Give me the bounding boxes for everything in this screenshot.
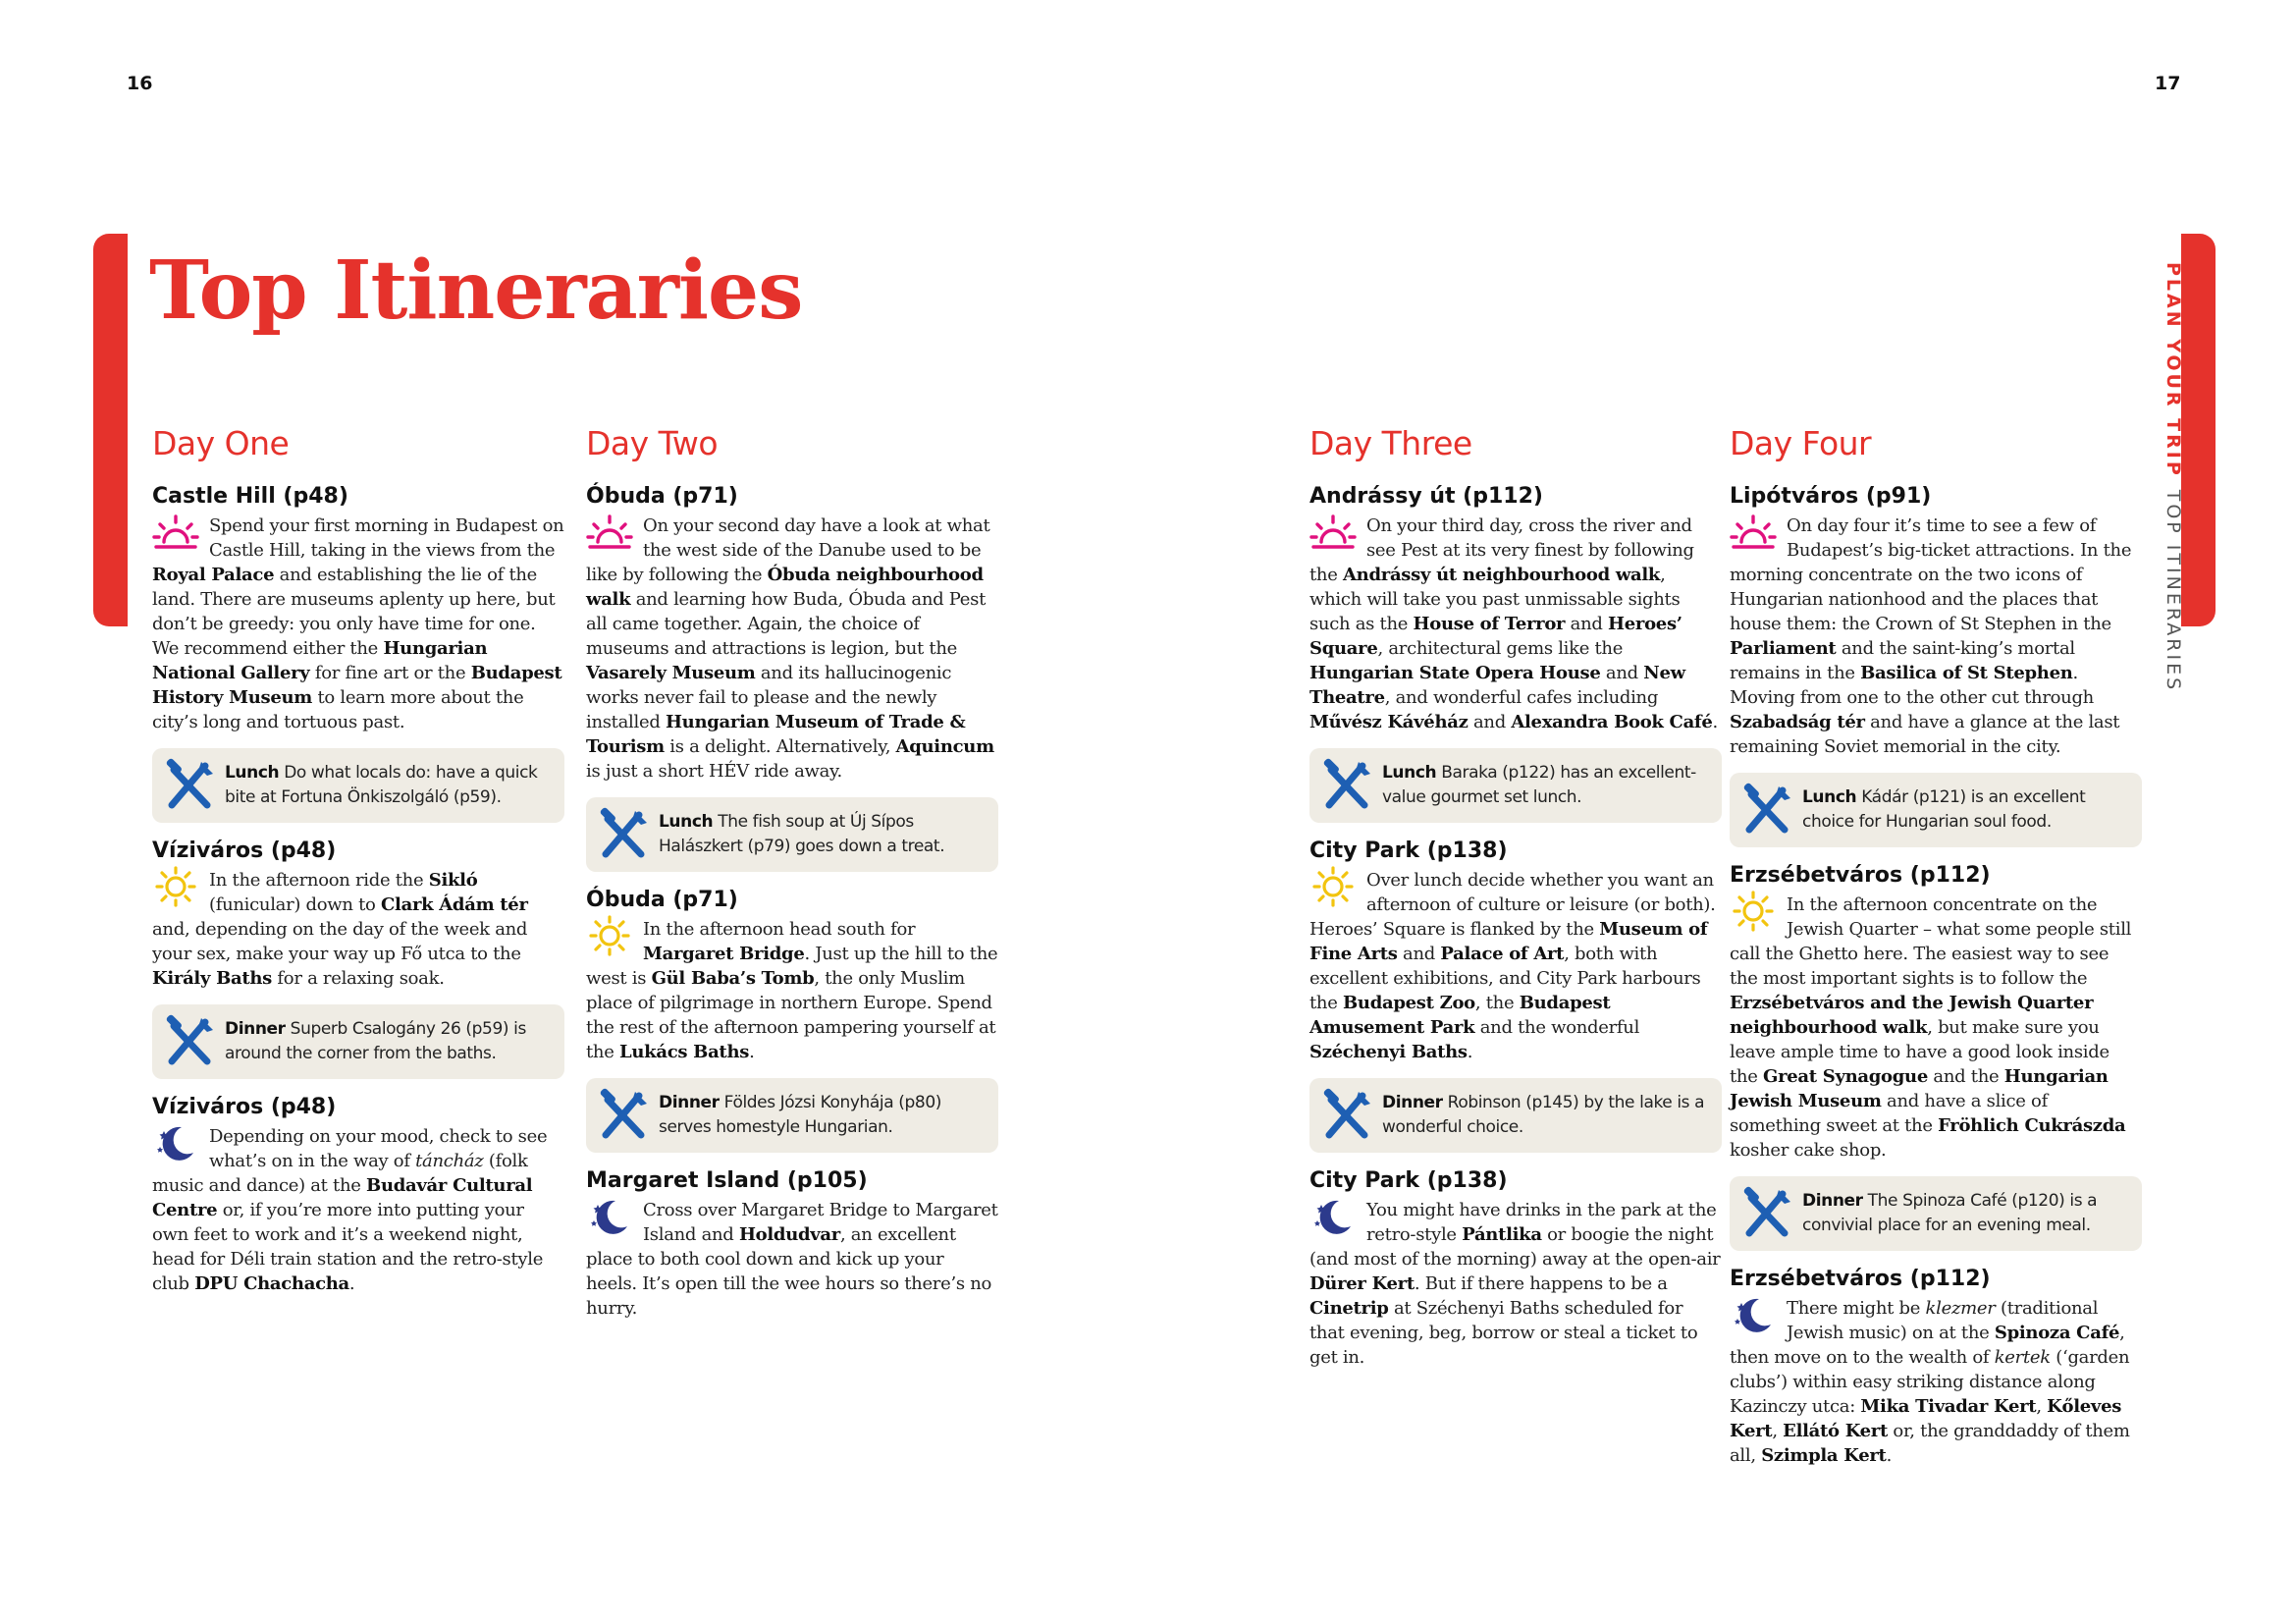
itinerary-paragraph	[1309, 1198, 1722, 1370]
text-run: and	[1468, 712, 1512, 732]
itinerary-paragraph	[586, 917, 998, 1064]
itinerary-paragraph	[1730, 893, 2142, 1163]
cutlery-icon	[596, 807, 653, 862]
day-two-column	[586, 424, 998, 1334]
text-run: On day four it’s time to see a few of Budapest’s big-ticket attractions. In the morning concentrate on the two icons of Hungarian nationhood and the places that house them: the Crown of St Stephen in the	[1730, 515, 2132, 634]
moon-icon	[152, 1122, 205, 1163]
meal-label: Dinner	[1382, 1093, 1443, 1112]
meal-description: Földes Józsi Konyhája (p80) serves homestyle Hungarian.	[659, 1093, 941, 1137]
text-run: .	[1467, 1042, 1473, 1062]
text-run: . But if there happens to be a	[1414, 1273, 1668, 1294]
text-run: klezmer	[1925, 1298, 1996, 1319]
chapter-label: TOP ITINERARIES	[2163, 489, 2184, 693]
meal-label: Lunch	[659, 812, 714, 832]
title-accent-bar	[93, 234, 128, 626]
cutlery-icon	[1739, 783, 1796, 838]
highlight-name: Hungarian Museum of Trade & Tourism	[586, 712, 966, 757]
meal-label: Dinner	[659, 1093, 720, 1112]
meal-description: The Spinoza Café (p120) is a convivial place for an evening meal.	[1802, 1191, 2098, 1235]
text-run: to learn more about the city’s long and tortuous past.	[152, 687, 524, 732]
highlight-name: Ellátó Kert	[1783, 1421, 1889, 1441]
sunrise-icon	[1730, 512, 1783, 553]
sunrise-icon	[586, 512, 639, 553]
highlight-name: Pántlika	[1462, 1224, 1542, 1245]
highlight-name: Spinoza Café	[1994, 1323, 2120, 1343]
highlight-name: Hungarian National Gallery	[152, 638, 488, 683]
highlight-name: Great Synagogue	[1763, 1066, 1928, 1087]
text-run: , architectural gems like the	[1377, 638, 1624, 659]
text-run: You might have drinks in the park at the retro-style	[1366, 1200, 1717, 1245]
text-run: In the afternoon concentrate on the Jewish Quarter – what some people still call the Ghetto here. The easiest way to see the most important sights is to follow the	[1730, 894, 2132, 989]
highlight-name: Dürer Kert	[1309, 1273, 1415, 1294]
meal-text	[653, 1091, 987, 1140]
highlight-name: DPU Chachacha	[194, 1273, 349, 1294]
highlight-name: Lukács Baths	[619, 1042, 750, 1062]
highlight-name: Palace of Art	[1440, 944, 1565, 964]
lunch-box	[1730, 773, 2142, 847]
chapter-tab-bar	[2181, 234, 2216, 626]
text-run: ,	[1772, 1421, 1784, 1441]
text-run: , an excellent place to both cool down and kick up your heels. It’s open till the wee hours so there’s no hurry.	[586, 1224, 992, 1319]
text-run: . Moving from one to the other cut through	[1730, 663, 2094, 708]
highlight-name: Szimpla Kert	[1761, 1445, 1887, 1466]
day-heading: Day One	[152, 424, 290, 462]
text-run: and the wonderful	[1474, 1017, 1640, 1038]
section-heading: Andrássy út (p112)	[1309, 484, 1543, 509]
cutlery-icon	[162, 1014, 219, 1069]
section-heading: Óbuda (p71)	[586, 888, 738, 912]
cutlery-icon	[596, 1088, 653, 1143]
itinerary-paragraph	[152, 868, 564, 991]
text-run: and its hallucinogenic works never fail to please and the newly installed	[586, 663, 952, 732]
meal-label: Lunch	[225, 763, 280, 783]
highlight-name: Holdudvar	[738, 1224, 840, 1245]
section-heading: Víziváros (p48)	[152, 839, 337, 863]
text-run: , and wonderful cafes including	[1384, 687, 1659, 708]
highlight-name: New Theatre	[1309, 663, 1685, 708]
text-run: and	[1600, 663, 1644, 683]
page-number-right: 17	[2155, 73, 2181, 94]
highlight-name: Gül Baba’s Tomb	[651, 968, 815, 989]
text-run: kosher cake shop.	[1730, 1140, 1887, 1161]
meal-text	[219, 761, 553, 810]
text-run: kertek	[1994, 1347, 2051, 1368]
highlight-name: Clark Ádám tér	[381, 894, 528, 915]
highlight-name: Budapest Zoo	[1343, 993, 1475, 1013]
text-run: (traditional Jewish music) on at the	[1787, 1298, 2099, 1343]
text-run: at Széchenyi Baths scheduled for that evening, beg, borrow or steal a ticket to get in.	[1309, 1298, 1698, 1368]
highlight-name: Andrássy út neighbourhood walk	[1343, 565, 1661, 585]
text-run: Spend your first morning in Budapest on Castle Hill, taking in the views from the	[209, 515, 564, 561]
itinerary-paragraph	[1730, 1296, 2142, 1468]
text-run: and, depending on the day of the week and your sex, make your way up Fő utca to the	[152, 919, 528, 964]
text-run: Depending on your mood, check to see what’s on in the way of	[209, 1126, 548, 1171]
text-run: , then move on to the wealth of	[1730, 1323, 2125, 1368]
text-run: .	[1886, 1445, 1892, 1466]
highlight-name: Fröhlich Cukrászda	[1938, 1115, 2126, 1136]
text-run: , but make sure you leave ample time to have a good look inside the	[1730, 1017, 2109, 1087]
meal-text	[1796, 1189, 2130, 1238]
highlight-name: Vasarely Museum	[586, 663, 756, 683]
lunch-box	[152, 748, 564, 823]
itinerary-paragraph	[1730, 514, 2142, 759]
day-heading: Day Three	[1309, 424, 1472, 462]
highlight-name: Mika Tivadar Kert	[1860, 1396, 2037, 1417]
text-run: . Just up the hill to the west is	[586, 944, 998, 989]
highlight-name: Parliament	[1730, 638, 1837, 659]
text-run: or, the granddaddy of them all,	[1730, 1421, 2130, 1466]
highlight-name: Hungarian State Opera House	[1309, 663, 1601, 683]
dinner-box	[152, 1004, 564, 1079]
dinner-box	[586, 1078, 998, 1153]
meal-label: Dinner	[225, 1019, 286, 1039]
highlight-name: Heroes’ Square	[1309, 614, 1682, 659]
text-run: In the afternoon head south for	[643, 919, 916, 940]
text-run: and the saint-king’s mortal remains in the	[1730, 638, 2075, 683]
meal-description: Kádár (p121) is an excellent choice for Hungarian soul food.	[1802, 787, 2086, 832]
highlight-name: Erzsébetváros and the Jewish Quarter neighbourhood walk	[1730, 993, 2094, 1038]
page-title: Top Itineraries	[149, 243, 803, 338]
meal-description: The fish soup at Új Sípos Halászkert (p79) goes down a treat.	[659, 812, 945, 856]
text-run: and learning how Buda, Óbuda and Pest all came together. Again, the choice of museums and attractions is legion, but the	[586, 589, 987, 659]
meal-text	[1376, 1091, 1710, 1140]
meal-label: Dinner	[1802, 1191, 1863, 1211]
meal-label: Lunch	[1382, 763, 1437, 783]
meal-text	[219, 1017, 553, 1066]
text-run: for fine art or the	[309, 663, 471, 683]
text-run: is just a short HÉV ride away.	[586, 761, 842, 782]
itinerary-paragraph	[152, 1124, 564, 1296]
highlight-name: House of Terror	[1413, 614, 1566, 634]
text-run: and the	[1928, 1066, 2004, 1087]
text-run: .	[348, 1273, 355, 1294]
text-run: , both with excellent exhibitions, and City Park harbours the	[1309, 944, 1701, 1013]
text-run: (folk music and dance) at the	[152, 1151, 528, 1196]
highlight-name: Margaret Bridge	[643, 944, 805, 964]
text-run: .	[1712, 712, 1718, 732]
meal-label: Lunch	[1802, 787, 1857, 807]
moon-icon	[1309, 1196, 1362, 1237]
text-run: .	[749, 1042, 755, 1062]
text-run: Cross over Margaret Bridge to Margaret Island and	[643, 1200, 998, 1245]
meal-text	[1796, 785, 2130, 835]
section-heading: Erzsébetváros (p112)	[1730, 1267, 1991, 1291]
lunch-box	[586, 797, 998, 872]
text-run: (funicular) down to	[209, 894, 382, 915]
meal-description: Superb Csalogány 26 (p59) is around the corner from the baths.	[225, 1019, 526, 1063]
moon-icon	[586, 1196, 639, 1237]
section-heading: Lipótváros (p91)	[1730, 484, 1932, 509]
highlight-name: Basilica of St Stephen	[1860, 663, 2073, 683]
text-run: and have a slice of something sweet at the	[1730, 1091, 2048, 1136]
dinner-box	[1730, 1176, 2142, 1251]
highlight-name: Royal Palace	[152, 565, 275, 585]
section-heading: Erzsébetváros (p112)	[1730, 863, 1991, 888]
text-run: or boogie the night (and most of the morning) away at the open-air	[1309, 1224, 1721, 1270]
highlight-name: Budapest Amusement Park	[1309, 993, 1611, 1038]
highlight-name: Museum of Fine Arts	[1309, 919, 1708, 964]
cutlery-icon	[1319, 758, 1376, 813]
itinerary-paragraph	[586, 514, 998, 784]
highlight-name: Alexandra Book Café	[1511, 712, 1713, 732]
day-heading: Day Four	[1730, 424, 1872, 462]
dinner-box	[1309, 1078, 1722, 1153]
highlight-name: Szabadság tér	[1730, 712, 1865, 732]
text-run: There might be	[1787, 1298, 1926, 1319]
highlight-name: Budavár Cultural Centre	[152, 1175, 533, 1220]
cutlery-icon	[1739, 1186, 1796, 1241]
itinerary-paragraph	[1309, 868, 1722, 1064]
cutlery-icon	[1319, 1088, 1376, 1143]
meal-description: Baraka (p122) has an excellent-value gourmet set lunch.	[1382, 763, 1696, 807]
section-heading: Castle Hill (p48)	[152, 484, 348, 509]
highlight-name: Király Baths	[152, 968, 273, 989]
highlight-name: Kőleves Kert	[1730, 1396, 2122, 1441]
text-run: , which will take you past unmissable sights such as the	[1309, 565, 1681, 634]
text-run: On your third day, cross the river and see Pest at its very finest by following the	[1309, 515, 1694, 585]
sunrise-icon	[152, 512, 205, 553]
text-run: and have a glance at the last remaining Soviet memorial in the city.	[1730, 712, 2120, 757]
highlight-name: Óbuda neighbourhood walk	[586, 565, 984, 610]
sun-icon	[1309, 866, 1362, 907]
day-one-column	[152, 424, 564, 1310]
day-heading: Day Two	[586, 424, 719, 462]
text-run: ,	[2036, 1396, 2048, 1417]
text-run: is a delight. Alternatively,	[664, 736, 896, 757]
section-heading: Óbuda (p71)	[586, 484, 738, 509]
text-run: and establishing the lie of the land. There are museums aplenty up here, but don’t be greedy: you only have time for one. We recommend either the	[152, 565, 556, 659]
text-run: and	[1397, 944, 1441, 964]
text-run: In the afternoon ride the	[209, 870, 429, 891]
highlight-name: Cinetrip	[1309, 1298, 1389, 1319]
text-run: for a relaxing soak.	[272, 968, 445, 989]
highlight-name: Budapest History Museum	[152, 663, 562, 708]
text-run: or, if you’re more into putting your own feet to work and it’s a weekend night, head for Déli train station and the retro-style club	[152, 1200, 544, 1294]
meal-description: Do what locals do: have a quick bite at Fortuna Önkiszolgáló (p59).	[225, 763, 538, 807]
itinerary-paragraph	[1309, 514, 1722, 734]
moon-icon	[1730, 1294, 1783, 1335]
page-number-left: 16	[127, 73, 153, 94]
sun-icon	[586, 915, 639, 956]
itinerary-paragraph	[586, 1198, 998, 1321]
section-label: PLAN YOUR TRIP	[2163, 262, 2184, 478]
itinerary-paragraph	[152, 514, 564, 734]
chapter-side-label	[2163, 262, 2184, 692]
sun-icon	[152, 866, 205, 907]
sunrise-icon	[1309, 512, 1362, 553]
text-run: táncház	[415, 1151, 484, 1171]
cutlery-icon	[162, 758, 219, 813]
highlight-name: Széchenyi Baths	[1309, 1042, 1468, 1062]
meal-description: Robinson (p145) by the lake is a wonderful choice.	[1382, 1093, 1705, 1137]
section-heading: City Park (p138)	[1309, 1168, 1508, 1193]
text-run: , the only Muslim place of pilgrimage in northern Europe. Spend the rest of the afternoon pampering yourself at the	[586, 968, 996, 1062]
text-run: On your second day have a look at what the west side of the Danube used to be like by following the	[586, 515, 990, 585]
sun-icon	[1730, 891, 1783, 932]
highlight-name: Hungarian Jewish Museum	[1730, 1066, 2109, 1111]
highlight-name: Aquincum	[895, 736, 994, 757]
text-run: (‘garden clubs’) within easy striking distance along Kazinczy utca:	[1730, 1347, 2130, 1417]
meal-text	[1376, 761, 1710, 810]
highlight-name: Művész Kávéház	[1309, 712, 1468, 732]
meal-text	[653, 810, 987, 859]
section-heading: Víziváros (p48)	[152, 1095, 337, 1119]
text-run: , the	[1474, 993, 1520, 1013]
day-three-column	[1309, 424, 1722, 1383]
highlight-name: Sikló	[428, 870, 478, 891]
section-heading: Margaret Island (p105)	[586, 1168, 868, 1193]
section-heading: City Park (p138)	[1309, 839, 1508, 863]
text-run: Over lunch decide whether you want an afternoon of culture or leisure (or both). Heroes’ Square is flanked by the	[1309, 870, 1716, 940]
text-run: and	[1565, 614, 1609, 634]
day-four-column	[1730, 424, 2142, 1482]
lunch-box	[1309, 748, 1722, 823]
